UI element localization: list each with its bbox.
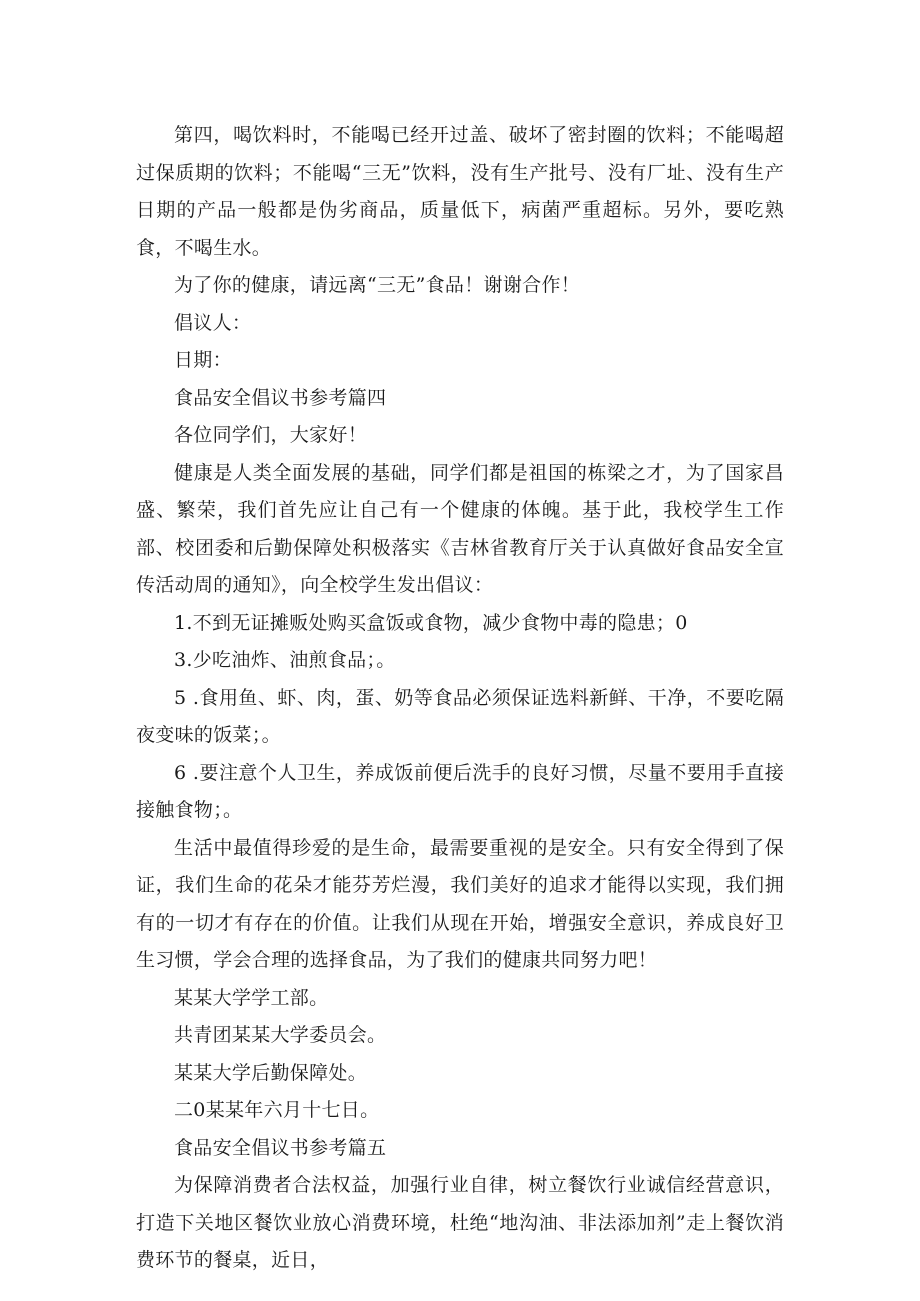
date-label: 日期： [174,349,232,371]
document-page [136,117,784,1280]
proposer-label: 倡议人： [174,311,252,334]
signature-youth-league: 共青团某某大学委员会。 [174,1024,387,1046]
list-item-1: 1.不到无证摊贩处购买盒饭或食物，减少食物中毒的隐患；0 [174,611,688,634]
section-heading-four: 食品安全倡议书参考篇四 [174,386,387,409]
paragraph-health-appeal: 为了你的健康，请远离“三无”食品！谢谢合作！ [174,274,581,296]
paragraph-health-foundation: 健康是人类全面发展的基础，同学们都是祖国的栋梁之才，为了国家昌盛、繁荣，我们首先应让自己有一个健康的体魄。基于此，我校学生工作部、校团委和后勤保障处积极落实《吉林省教育厅关于认真做好食品安全宣传活动周的通知》，向全校学生发出倡议： [136,461,784,596]
list-item-5: 5 .食用鱼、虾、肉，蛋、奶等食品必须保证选料新鲜、干净，不要吃隔夜变味的饭菜；。 [136,686,784,746]
list-item-3: 3.少吃油炸、油煎食品；。 [174,649,396,671]
list-item-6: 6 .要注意个人卫生，养成饭前便后洗手的良好习惯，尽量不要用手直接接触食物；。 [136,761,784,821]
paragraph-cherish-life: 生活中最值得珍爱的是生命，最需要重视的是安全。只有安全得到了保证，我们生命的花朵才能芬芳烂漫，我们美好的追求才能得以实现，我们拥有的一切才有存在的价值。让我们从现在开始，增强安全意识，养成良好卫生习惯，学会合理的选择食品，为了我们的健康共同努力吧！ [136,836,784,971]
signature-date: 二0某某年六月十七日。 [174,1099,380,1121]
section-heading-five: 食品安全倡议书参考篇五 [174,1136,387,1159]
paragraph-consumer-rights: 为保障消费者合法权益，加强行业自律，树立餐饮行业诚信经营意识，打造下关地区餐饮业放心消费环境，杜绝“地沟油、非法添加剂”走上餐饮消费环节的餐桌，近日， [136,1174,784,1271]
signature-logistics: 某某大学后勤保障处。 [174,1061,368,1084]
signature-student-affairs: 某某大学学工部。 [174,986,329,1009]
greeting: 各位同学们，大家好！ [174,424,368,446]
paragraph-drinks-advice: 第四，喝饮料时，不能喝已经开过盖、破坏了密封圈的饮料；不能喝超过保质期的饮料；不能喝“三无”饮料，没有生产批号、没有厂址、没有生产日期的产品一般都是伪劣商品，质量低下，病菌严重超标。另外，要吃熟食，不喝生水。 [136,124,784,259]
